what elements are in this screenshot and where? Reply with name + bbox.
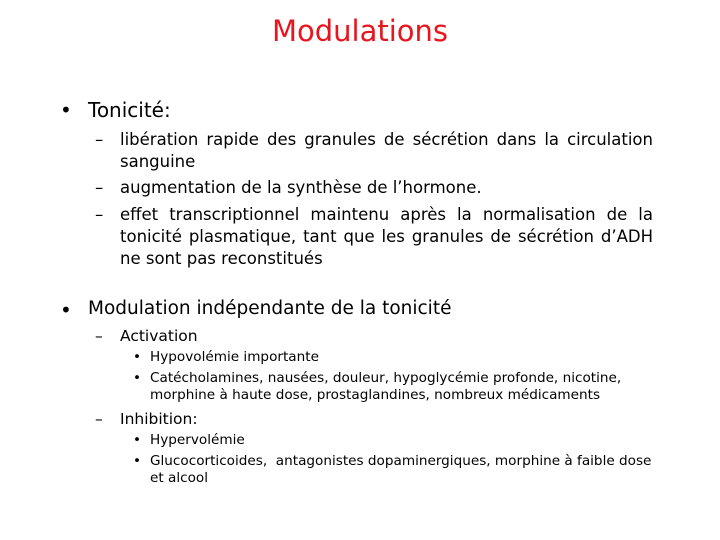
- sub-item: [95, 129, 653, 173]
- bullet-text: Modulation indépendante de la tonicité: [88, 298, 452, 319]
- bullet-icon: •: [60, 98, 72, 122]
- bullet-icon: •: [60, 298, 72, 322]
- list-item: [133, 432, 655, 449]
- sub-item: [95, 204, 653, 270]
- list-item: [133, 370, 655, 404]
- dash-icon: –: [95, 178, 104, 197]
- sub-item: [95, 177, 653, 199]
- group-label: Inhibition:: [120, 410, 198, 428]
- group-label: Activation: [120, 327, 198, 345]
- list-item-text: Hypovolémie importante: [150, 349, 319, 365]
- sub-item-text: effet transcriptionnel maintenu après la normalisation de la tonicité plasmatique, tant que les granules de sécrétion d’ADH ne sont pas reconstitués: [120, 205, 653, 268]
- dash-icon: –: [95, 327, 103, 345]
- dash-icon: –: [95, 410, 103, 428]
- bullet-icon: •: [133, 370, 142, 386]
- dash-icon: –: [95, 130, 104, 149]
- group-inhibition: [95, 408, 653, 430]
- bullet-icon: •: [133, 349, 142, 365]
- bullet-icon: •: [133, 432, 142, 448]
- bullet-text: Tonicité:: [88, 98, 171, 122]
- sub-item-text: augmentation de la synthèse de l’hormone.: [120, 178, 482, 197]
- slide-title: Modulations: [271, 14, 449, 48]
- list-item-text: Catécholamines, nausées, douleur, hypoglycémie profonde, nicotine, morphine à haute dose, prostaglandines, nombreux médicaments: [150, 370, 622, 403]
- list-item-text: Hypervolémie: [150, 432, 245, 448]
- group-activation: [95, 325, 653, 347]
- dash-icon: –: [95, 205, 104, 224]
- list-item-text: Glucocorticoides, antagonistes dopaminergiques, morphine à faible dose et alcool: [150, 453, 656, 486]
- list-item: [133, 349, 655, 366]
- list-item: [133, 453, 655, 487]
- sub-item-text: libération rapide des granules de sécrétion dans la circulation sanguine: [120, 130, 653, 171]
- bullet-icon: •: [133, 453, 142, 469]
